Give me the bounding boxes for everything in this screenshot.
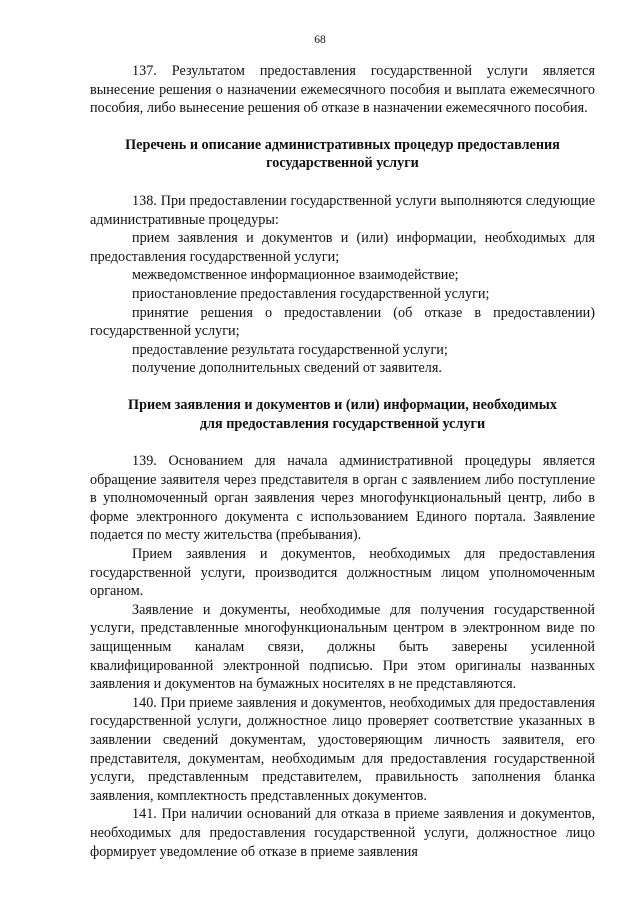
procedure-item: предоставление результата государственной услуги;: [132, 341, 448, 358]
paragraph-141: 141. При наличии оснований для отказа в приеме заявления и документов, необходимых для предоставления государственной услуги, должностное лицо формирует уведомление об отказе в приеме заявления: [90, 806, 595, 860]
section-heading-procedures-line1: Перечень и описание административных процедур предоставления: [125, 136, 560, 153]
procedure-item: приостановление предоставления государственной услуги;: [132, 285, 490, 302]
section-heading-procedures-line2: государственной услуги: [266, 155, 419, 172]
paragraph-137: 137. Результатом предоставления государственной услуги является вынесение решения о назначении ежемесячного пособия и выплата ежемесячного пособия, либо вынесение решения об отказе в назначении ежемесячного пособия.: [90, 63, 595, 117]
procedure-item: межведомственное информационное взаимодействие;: [132, 267, 459, 284]
section-heading-application-intake: [90, 396, 595, 433]
section-heading-application-intake-line1: Прием заявления и документов и (или) информации, необходимых: [128, 396, 557, 413]
procedure-item: принятие решения о предоставлении (об отказе в предоставлении) государственной услуги;: [90, 304, 595, 340]
paragraph-139-intake: Прием заявления и документов, необходимых для предоставления государственной услуги, производится должностным лицом уполномоченным органом.: [90, 546, 595, 600]
procedure-item: получение дополнительных сведений от заявителя.: [132, 360, 442, 377]
paragraph-140: 140. При приеме заявления и документов, необходимых для предоставления государственной услуги, должностное лицо проверяет соответствие указанных в заявлении сведений документам, удостоверяющим личность заявителя, его представителя, документам, необходимым для предоставления государственной услуги, представленным представителем, правильность заполнения бланка заявления, комплектность представленных документов.: [90, 694, 595, 804]
procedure-item: прием заявления и документов и (или) информации, необходимых для предоставления государственной услуги;: [90, 230, 595, 265]
paragraph-138: 138. При предоставлении государственной услуги выполняются следующие административные процедуры:: [90, 192, 595, 228]
page-content: [90, 62, 595, 861]
paragraph-139-electronic: Заявление и документы, необходимые для получения государственной услуги, представленные многофункциональным центром в электронном виде по защищенным каналам связи, должны быть заверены усиленной квалифицированной электронной подписью. При этом оригиналы названных заявления и документов на бумажных носителях в не представляются.: [90, 601, 595, 693]
page-number: 68: [314, 34, 326, 46]
paragraph-139: 139. Основанием для начала административной процедуры является обращение заявителя через представителя в орган с заявлением либо поступление в уполномоченный орган заявления через многофункциональный центр, либо в форме электронного документа с использованием Единого портала. Заявление подается по месту жительства (пребывания).: [90, 453, 595, 544]
section-heading-procedures: [90, 136, 595, 173]
section-heading-application-intake-line2: для предоставления государственной услуги: [199, 415, 486, 432]
